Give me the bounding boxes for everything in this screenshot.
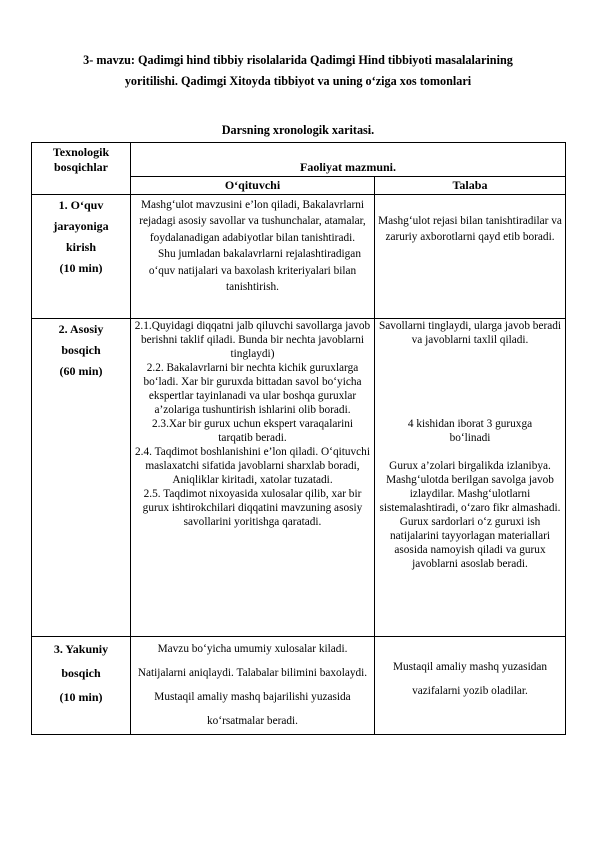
subheader-student: Talaba [375, 177, 566, 195]
stage-1-line-4: (10 min) [59, 261, 103, 275]
teacher-cell-1 [131, 195, 375, 319]
stage-1-line-2: jarayoniga [53, 219, 109, 233]
teacher-2-item-1: 2.1.Quyidagi diqqatni jalb qiluvchi savollarga javob berishni taklif qiladi. Bunda bir nechta javoblarni tinglaydi) [134, 320, 371, 360]
stage-2-line-1: 2. Asosiy [58, 322, 104, 336]
table-row [32, 637, 566, 735]
document-subtitle: Darsning xronologik xaritasi. [221, 123, 375, 137]
stage-3-line-2: bosqich [61, 666, 101, 680]
stage-1-line-3: kirish [65, 240, 96, 254]
student-2-item-3: Gurux a’zolari birgalikda izlanibya. Mashg‘ulotda berilgan savolga javob izlaydilar. Mashg‘ulotlarni sistemalashtiradi, o‘zaro fikr almashadi. [379, 460, 561, 514]
document-title: 3- mavzu: Qadimgi hind tibbiy risolalarida Qadimgi Hind tibbiyoti masalalarining yoritilishi. Qadimgi Xitoyda tibbiyot va uning o‘ziga xos tomonlari [83, 53, 513, 88]
header-stages-line-2: bosqichlar [53, 160, 108, 174]
student-2-item-4: Gurux sardorlari o‘z guruxi ish natijalarini tayyorlagan materiallari asosida namoyish qiladi va gurux javoblarni asoslab beradi. [390, 516, 550, 570]
teacher-cell-2 [131, 319, 375, 637]
teacher-3-text: Mavzu bo‘yicha umumiy xulosalar kiladi. Natijalarni aniqlaydi. Talabalar bilimini baxolaydi. Mustaqil amaliy mashq bajarilishi yuzasida ko‘rsatmalar beradi. [137, 643, 368, 727]
subheader-teacher: O‘qituvchi [131, 177, 375, 195]
header-activity-content: Faoliyat mazmuni. [131, 143, 566, 177]
stage-cell-3 [32, 637, 131, 735]
stage-2-line-2: bosqich [61, 343, 101, 357]
table-header-row [32, 143, 566, 177]
student-2-item-1: Savollarni tinglaydi, ularga javob beradi va javoblarni taxlil qiladi. [378, 320, 562, 346]
student-cell-3 [375, 637, 566, 735]
teacher-2-item-2: 2.2. Bakalavrlarni bir nechta kichik guruxlarga bo‘ladi. Xar bir guruxda bittadan savol bo‘yicha ekspertlar tayinlanadi va ular boshqa guruxlar a’zolariga tushuntirish ishlarini olib boradi. [143, 362, 362, 416]
teacher-2-item-5: 2.5. Taqdimot nixoyasida xulosalar qilib, xar bir gurux ishtirokchilari diqqatini mavzuning asosiy savollarini yoritishga qaratadi. [142, 488, 363, 528]
stage-3-line-3: (10 min) [59, 690, 103, 704]
table-row [32, 319, 566, 637]
header-stages-cell [32, 143, 131, 195]
student-2-item-2: 4 kishidan iborat 3 guruxga bo‘linadi [407, 418, 533, 444]
stage-1-line-1: 1. O‘quv [58, 198, 104, 212]
table-row [32, 195, 566, 319]
teacher-1-text-2: Shu jumladan bakalavrlarni rejalashtiradigan o‘quv natijalari va baxolash kriteriyalari bilan tanishtirish. [148, 248, 361, 294]
teacher-2-item-4: 2.4. Taqdimot boshlanishini e’lon qiladi. O‘qituvchi maslaxatchi sifatida javoblarni sharxlab boradi, Aniqliklar kiritadi, xatolar tuzatadi. [135, 446, 370, 486]
stage-2-line-3: (60 min) [59, 364, 103, 378]
teacher-2-item-3: 2.3.Xar bir gurux uchun ekspert varaqalarini tarqatib beradi. [151, 418, 354, 444]
chronological-map-table [31, 142, 566, 735]
stage-cell-1 [32, 195, 131, 319]
student-cell-1 [375, 195, 566, 319]
stage-3-line-1: 3. Yakuniy [53, 642, 109, 656]
stage-cell-2 [32, 319, 131, 637]
header-stages-line-1: Texnologik [52, 145, 110, 159]
student-1-text: Mashg‘ulot rejasi bilan tanishtiradilar va zaruriy axborotlarni qayd etib boradi. [378, 215, 562, 244]
teacher-cell-3 [131, 637, 375, 735]
student-3-text: Mustaqil amaliy mashq yuzasidan vazifalarni yozib oladilar. [392, 661, 548, 697]
teacher-1-text: Mashg‘ulot mavzusini e’lon qiladi, Bakalavrlarni rejadagi asosiy savollar va tushunchalar, atamalar, foydalanadigan adabiyotlar bilan tanishtiradi. [139, 199, 366, 244]
student-cell-2 [375, 319, 566, 637]
